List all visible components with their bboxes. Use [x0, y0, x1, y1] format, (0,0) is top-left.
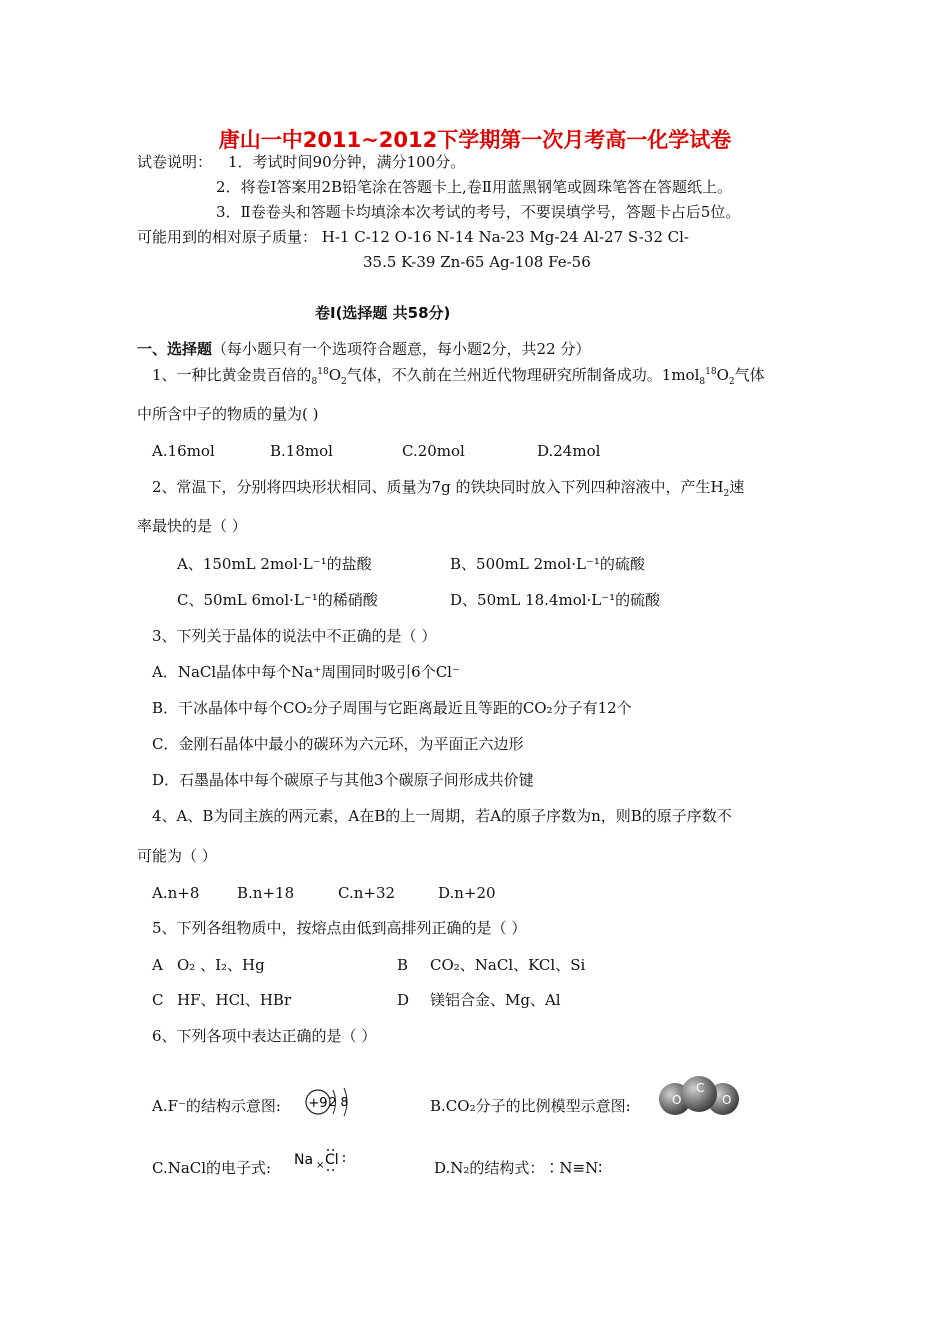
q2-line2: 率最快的是（ ） — [137, 517, 247, 535]
q2-line1: 2、常温下，分别将四块形状相同、质量为7g 的铁块同时放入下列四种溶液中，产生$H_2$速 — [152, 478, 745, 499]
q2-option-d: D、50mL 18.4mol·L⁻¹的硫酸 — [450, 591, 661, 609]
q4-line1: 4、A、B为同主族的两元素，A在B的上一周期，若A的原子序数为n，则B的原子序数不 — [152, 807, 732, 825]
q5-option-a-label: A — [152, 956, 163, 974]
q1-option-a: A.16mol — [152, 442, 215, 460]
section-header: 卷Ⅰ(选择题 共58分) — [315, 304, 451, 322]
q6-option-b: B.CO₂分子的比例模型示意图: — [430, 1097, 631, 1115]
q1-option-c: C.20mol — [402, 442, 465, 460]
part1-heading: 一、选择题 — [137, 340, 213, 358]
q6-option-a: A.F⁻的结构示意图: — [152, 1097, 281, 1115]
transfer-electron: × — [316, 1160, 325, 1171]
q5-option-b-text: CO₂、NaCl、KCl、Si — [430, 956, 586, 974]
atomic-masses-line1: 可能用到的相对原子质量： H-1 C-12 O-16 N-14 Na-23 Mg-24 Al-27 S-32 Cl- — [137, 228, 689, 246]
svg-text:O: O — [722, 1093, 732, 1107]
q5-stem: 5、下列各组物质中，按熔点由低到高排列正确的是（ ） — [152, 919, 527, 937]
q2-option-a: A、150mL 2mol·L⁻¹的盐酸 — [177, 555, 372, 573]
q5-option-d-text: 镁铝合金、Mg、Al — [430, 991, 561, 1009]
q4-line2: 可能为（ ） — [137, 847, 217, 865]
exam-title: 唐山一中2011~2012下学期第一次月考高一化学试卷 — [218, 128, 732, 152]
q3-option-a: A．NaCl晶体中每个Na⁺周围同时吸引6个Cl⁻ — [152, 663, 460, 681]
instruction-item: 1．考试时间90分钟，满分100分。 — [228, 153, 466, 171]
q4-option-a: A.n+8 — [152, 884, 200, 902]
q2-option-c: C、50mL 6mol·L⁻¹的稀硝酸 — [177, 591, 378, 609]
atomic-masses-line2: 35.5 K-39 Zn-65 Ag-108 Fe-56 — [363, 253, 591, 271]
fluoride-structure-diagram — [300, 1084, 360, 1120]
co2-model-diagram — [656, 1076, 742, 1116]
q6-option-c: C.NaCl的电子式: — [152, 1159, 272, 1177]
q5-option-c-text: HF、HCl、HBr — [177, 991, 292, 1009]
q1-line2: 中所含中子的物质的量为( ) — [137, 405, 319, 423]
q6-stem: 6、下列各项中表达正确的是（ ） — [152, 1027, 377, 1045]
q5-option-c-label: C — [152, 991, 164, 1009]
svg-text:O: O — [672, 1093, 682, 1107]
q4-option-b: B.n+18 — [237, 884, 295, 902]
chlorine-symbol: Cl — [325, 1152, 339, 1168]
q6-option-d: D.N₂的结构式：∶N≡N∶ — [434, 1159, 603, 1177]
q3-option-d: D．石墨晶体中每个碳原子与其他3个碳原子间形成共价键 — [152, 771, 534, 789]
q5-option-d-label: D — [397, 991, 410, 1009]
part1-note: （每小题只有一个选项符合题意，每小题2分，共22 分） — [212, 340, 591, 358]
q4-option-d: D.n+20 — [438, 884, 496, 902]
q5-option-a-text: O₂ 、I₂、Hg — [177, 956, 265, 974]
q3-stem: 3、下列关于晶体的说法中不正确的是（ ） — [152, 627, 437, 645]
q1-option-b: B.18mol — [270, 442, 333, 460]
sodium-symbol: Na — [294, 1152, 314, 1168]
instruction-item: 3．Ⅱ卷卷头和答题卡均填涂本次考试的考号，不要误填学号，答题卡占后5位。 — [216, 203, 741, 221]
q5-option-b-label: B — [397, 956, 409, 974]
q2-option-b: B、500mL 2mol·L⁻¹的硫酸 — [450, 555, 645, 573]
instruction-item: 2．将卷Ⅰ答案用2B铅笔涂在答题卡上,卷Ⅱ用蓝黑钢笔或圆珠笔答在答题纸上。 — [216, 178, 733, 196]
instructions-label: 试卷说明： — [137, 153, 213, 171]
nacl-electron-formula — [292, 1144, 358, 1174]
q4-option-c: C.n+32 — [338, 884, 396, 902]
shell-electrons: 2 8 — [329, 1095, 349, 1109]
q3-option-c: C．金刚石晶体中最小的碳环为六元环，为平面正六边形 — [152, 735, 524, 753]
part1-header — [137, 339, 590, 359]
nucleus-charge: +9 — [308, 1096, 328, 1111]
q1-option-d: D.24mol — [537, 442, 601, 460]
svg-text:C: C — [696, 1081, 705, 1095]
q3-option-b: B．干冰晶体中每个CO₂分子周围与它距离最近且等距的CO₂分子有12个 — [152, 699, 632, 717]
q1-line1: 1、一种比黄金贵百倍的$_8^{18}O_2$气体，不久前在兰州近代物理研究所制备成功。$1mol_8^{18}O_2$气体 — [152, 366, 765, 387]
